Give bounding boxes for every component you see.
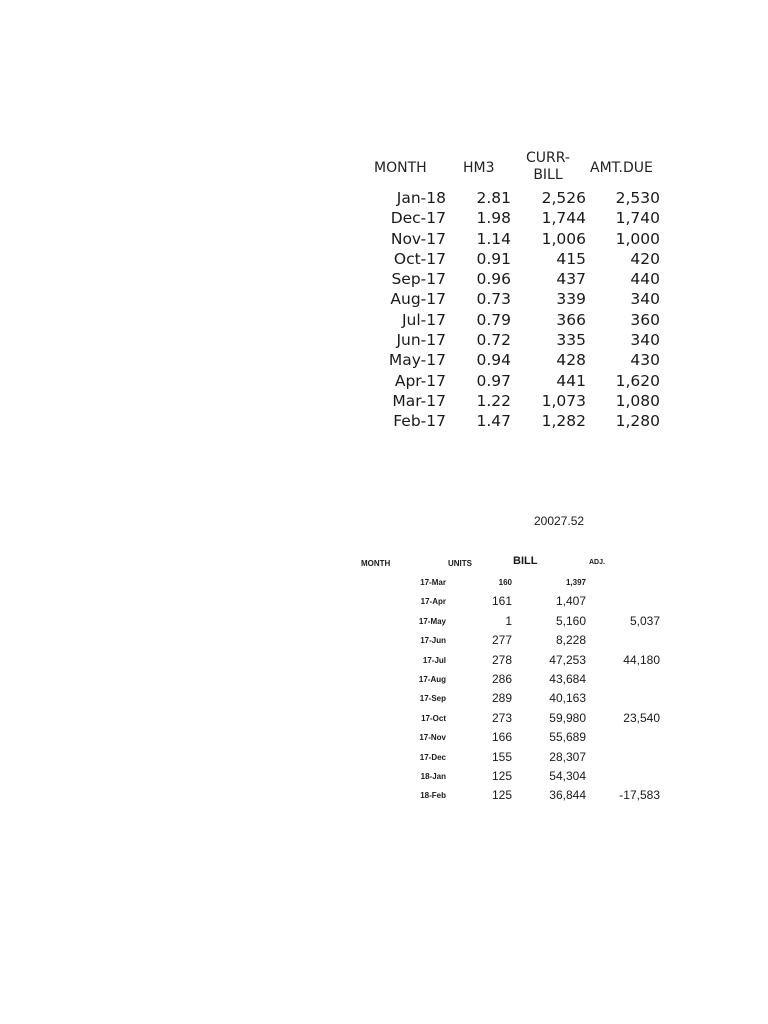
table-row [360,289,670,309]
bill-column-header: BILL [513,555,538,567]
table-body [360,188,670,432]
hm3-cell: 0.91 [476,249,511,268]
units-cell: 160 [498,578,512,587]
table-row [356,670,666,689]
units-cell: 289 [491,691,512,706]
table-row [356,592,666,611]
month-cell: Jun-17 [396,331,446,350]
amt-due-cell: 360 [630,310,660,329]
amt-due-cell: 340 [630,331,660,350]
month-cell: 18-Jan [420,771,446,781]
curr-bill-cell: 2,526 [541,189,586,207]
month-cell: 17-Nov [419,733,446,743]
table-row [360,371,670,391]
amt-due-cell: 1,280 [615,412,660,431]
hm3-cell: 1.47 [476,412,511,431]
amt-due-cell: 430 [630,351,660,370]
units-cell: 278 [491,652,512,667]
month-cell: Sep-17 [391,270,446,289]
month-cell: 18-Feb [420,791,446,801]
curr-bill-cell: 366 [556,310,586,329]
table-row [360,411,670,431]
adj-cell: -17,583 [619,788,660,803]
bill-cell: 1,407 [555,594,586,609]
hm3-cell: 1.22 [476,391,511,410]
month-cell: 17-Sep [419,694,446,704]
table-row [356,612,666,631]
bill-cell: 28,307 [549,749,586,764]
table-row [356,767,666,786]
hm3-cell: 0.94 [476,351,511,370]
bill-cell: 54,304 [549,768,586,783]
month-cell: 17-Dec [419,752,446,762]
table-row [356,748,666,767]
table-row [360,310,670,330]
amt-due-cell: 1,740 [615,209,660,228]
month-cell: 17-Jun [420,636,446,646]
month-cell: Nov-17 [390,229,446,248]
month-column-header: MONTH [361,559,391,568]
hm3-column-header: HM3 [463,160,495,176]
month-cell: 17-Apr [420,597,446,607]
bill-cell: 59,980 [549,710,586,725]
month-cell: Aug-17 [390,290,446,309]
table-row [356,631,666,650]
curr-bill-cell: 335 [556,331,586,350]
curr-bill-cell: 441 [556,371,586,390]
water-bill-table [360,148,670,432]
amt-due-column-header: AMT.DUE [590,160,653,176]
bill-cell: 36,844 [549,788,586,803]
table-row [360,269,670,289]
hm3-cell: 1.14 [476,229,511,248]
month-cell: Mar-17 [392,391,446,410]
month-cell: 17-May [418,616,446,626]
month-cell: Feb-17 [393,412,446,431]
amt-due-cell: 1,080 [615,391,660,410]
units-cell: 125 [491,788,512,803]
units-cell: 1 [505,613,512,628]
table-row [360,188,670,208]
curr-bill-cell: 1,282 [541,412,586,431]
curr-bill-header-line2: BILL [533,167,563,183]
electric-bill-table [356,553,666,806]
curr-bill-cell: 1,744 [541,209,586,228]
curr-bill-column-header [520,150,576,184]
bill-cell: 40,163 [549,691,586,706]
table-row [356,689,666,708]
table-row [360,391,670,411]
units-cell: 166 [491,730,512,745]
curr-bill-header-line1: CURR- [526,150,570,166]
bill-cell: 5,160 [555,613,586,628]
adj-cell: 44,180 [623,652,660,667]
amt-due-cell: 440 [630,270,660,289]
total-value: 20027.52 [534,514,585,528]
units-column-header: UNITS [448,559,472,568]
curr-bill-cell: 428 [556,351,586,370]
month-cell: 17-Mar [420,578,446,587]
table-row [356,728,666,747]
month-cell: Apr-17 [394,371,446,390]
units-cell: 125 [491,768,512,783]
hm3-cell: 0.96 [476,270,511,289]
units-cell: 155 [491,749,512,764]
amt-due-cell: 1,000 [615,229,660,248]
bill-cell: 43,684 [549,671,586,686]
month-cell: 17-Jul [422,655,446,665]
hm3-cell: 2.81 [476,189,511,207]
adj-column-header: ADJ. [589,559,605,566]
table-row [360,249,670,269]
adj-cell: 23,540 [623,710,660,725]
bill-cell: 1,397 [565,578,586,587]
month-cell: May-17 [388,351,446,370]
curr-bill-cell: 1,006 [541,229,586,248]
bill-cell: 8,228 [555,633,586,648]
bill-cell: 47,253 [549,652,586,667]
hm3-cell: 0.97 [476,371,511,390]
table-row [356,573,666,592]
hm3-cell: 0.79 [476,310,511,329]
month-column-header: MONTH [374,160,427,176]
amt-due-cell: 2,530 [615,189,660,207]
amt-due-cell: 340 [630,290,660,309]
table-row [356,786,666,805]
hm3-cell: 1.98 [476,209,511,228]
table-body [356,573,666,806]
table-row [360,350,670,370]
table-header [360,148,670,188]
table-row [356,709,666,728]
units-cell: 277 [491,633,512,648]
table-row [360,229,670,249]
units-cell: 286 [491,671,512,686]
curr-bill-cell: 339 [556,290,586,309]
hm3-cell: 0.72 [476,331,511,350]
table-row [360,330,670,350]
month-cell: Jul-17 [401,310,446,329]
curr-bill-cell: 437 [556,270,586,289]
month-cell: 17-Oct [421,713,446,723]
amt-due-cell: 1,620 [615,371,660,390]
curr-bill-cell: 1,073 [541,391,586,410]
curr-bill-cell: 415 [556,249,586,268]
adj-cell: 5,037 [629,613,660,628]
month-cell: Jan-18 [396,189,446,207]
units-cell: 161 [491,594,512,609]
month-cell: 17-Aug [418,674,446,684]
bill-cell: 55,689 [549,730,586,745]
table-row [360,208,670,228]
month-cell: Oct-17 [393,249,446,268]
table-header [356,553,666,573]
hm3-cell: 0.73 [476,290,511,309]
table-row [356,651,666,670]
units-cell: 273 [491,710,512,725]
amt-due-cell: 420 [630,249,660,268]
month-cell: Dec-17 [390,209,446,228]
